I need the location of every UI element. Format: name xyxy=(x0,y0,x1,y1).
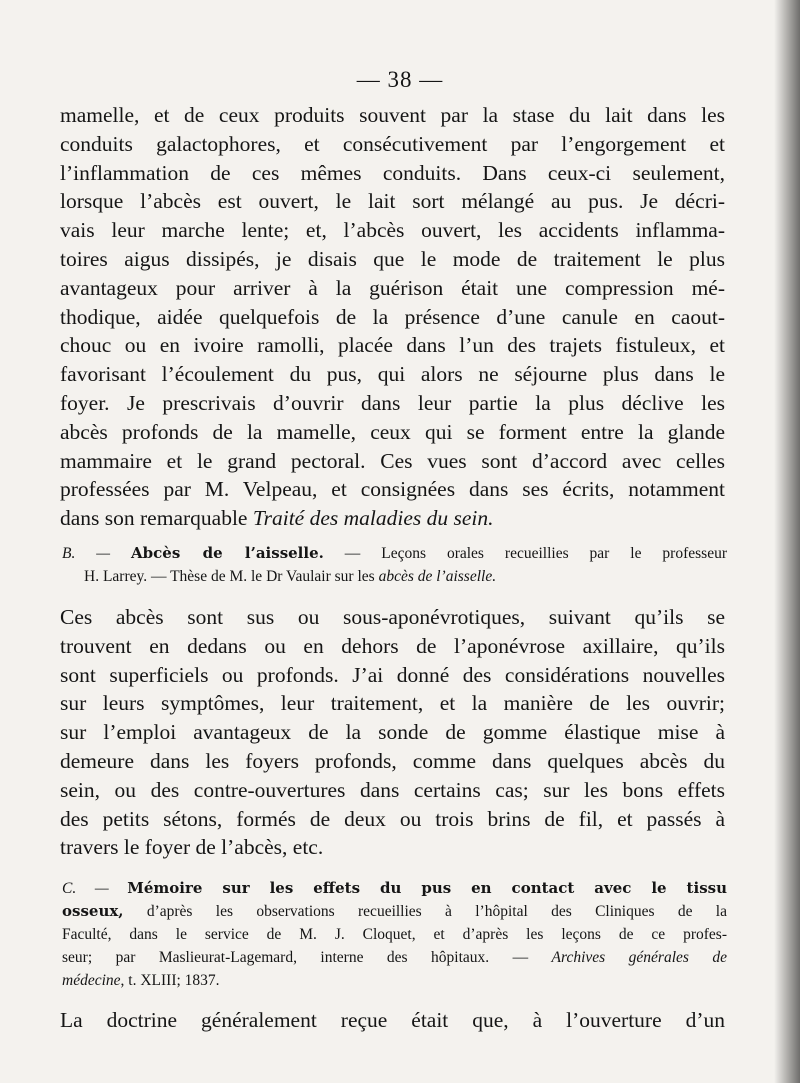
paragraph-2-text xyxy=(60,603,725,862)
paragraph-2-line-1: Ces abcès sont sus ou sous-aponévrotiques, suivant qu’ils se xyxy=(60,605,725,629)
paragraph-1-line-7: avantageux pour arriver à la guérison était une compression mé- xyxy=(60,275,725,300)
paragraph-2-line-8: des petits sétons, formés de deux ou trois brins de fil, et passés à xyxy=(60,806,725,831)
note-c-italic-2: médecine xyxy=(62,972,121,989)
note-b-text-1: — Leçons orales recueillies par le professeur xyxy=(323,545,727,562)
note-b-line-2 xyxy=(62,565,727,588)
paragraph-1-line-10: favorisant l’écoulement du pus, qui alors ne séjourne plus dans le xyxy=(60,362,725,387)
note-b xyxy=(62,542,727,588)
paragraph-1-line-2: conduits galactophores, et consécutivement par l’engorgement et xyxy=(60,131,725,156)
paragraph-1-line-3: l’inflammation de ces mêmes conduits. Dans ceux-ci seulement, xyxy=(60,160,725,185)
paragraph-1-line-5: vais leur marche lente; et, l’abcès ouvert, les accidents inflamma- xyxy=(60,218,725,243)
paragraph-1-line-6: toires aigus dissipés, je disais que le mode de traitement le plus xyxy=(60,246,725,271)
note-b-line-1 xyxy=(62,542,727,565)
paragraph-1-line-14: professées par M. Velpeau, et consignées dans ses écrits, notamment xyxy=(60,477,725,502)
note-c-title-1: Mémoire sur les effets du pus en contact avec le tissu xyxy=(127,879,727,897)
paragraph-2 xyxy=(60,603,725,862)
paragraph-1-line-8: thodique, aidée quelquefois de la présence d’une canule en caout- xyxy=(60,304,725,329)
note-b-label: B. — xyxy=(62,545,132,562)
note-c-label: C. — xyxy=(62,880,128,897)
paragraph-1-text xyxy=(60,101,725,533)
paragraph-2-line-9: travers le foyer de l’abcès, etc. xyxy=(60,835,324,860)
page-number: — 38 — xyxy=(356,67,444,92)
paragraph-3 xyxy=(60,1006,725,1035)
note-c-title-2: osseux, xyxy=(62,902,124,920)
paragraph-2-line-3: sont superficiels ou profonds. J’ai donné des considérations nouvelles xyxy=(60,662,725,687)
note-c-line-4 xyxy=(62,946,727,969)
paragraph-2-line-7: sein, ou des contre-ouvertures dans certains cas; sur les bons effets xyxy=(60,777,725,802)
paragraph-1-line-13: mammaire et le grand pectoral. Ces vues sont d’accord avec celles xyxy=(60,448,725,473)
note-b-text-2: H. Larrey. — Thèse de M. le Dr Vaulair sur les xyxy=(84,568,379,585)
paragraph-2-line-5: sur l’emploi avantageux de la sonde de gomme élastique mise à xyxy=(60,720,725,745)
paragraph-1-last-text: dans son remarquable xyxy=(60,506,253,531)
paragraph-2-line-6: demeure dans les foyers profonds, comme dans quelques abcès du xyxy=(60,748,725,773)
note-b-italic: abcès de l’aisselle. xyxy=(378,568,497,585)
paragraph-3-line-1: La doctrine généralement reçue était que, à l’ouverture d’un xyxy=(60,1008,725,1032)
note-c-text-3: Faculté, dans le service de M. J. Cloquet, et d’après les leçons de ce profes- xyxy=(62,926,727,943)
paragraph-1-line-4: lorsque l’abcès est ouvert, le lait sort mélangé au pus. Je décri- xyxy=(60,189,725,214)
paragraph-1-line-11: foyer. Je prescrivais d’ouvrir dans leur partie la plus déclive les xyxy=(60,390,725,415)
note-c-line-2 xyxy=(62,900,727,923)
note-c-line-5 xyxy=(62,969,727,992)
note-c-text-4: seur; par Maslieurat-Lagemard, interne des hôpitaux. — xyxy=(62,949,552,966)
note-b-title: Abcès de l’aisselle. xyxy=(131,544,324,562)
note-c-italic-1: Archives générales de xyxy=(551,949,727,966)
note-c-line-3 xyxy=(62,923,727,946)
paragraph-1-line-1: mamelle, et de ceux produits souvent par la stase du lait dans les xyxy=(60,103,725,127)
note-c xyxy=(62,877,727,992)
paragraph-1-line-12: abcès profonds de la mamelle, ceux qui se forment entre la glande xyxy=(60,419,725,444)
note-c-line-1 xyxy=(62,877,727,900)
paragraph-1-line-9: chouc ou en ivoire ramolli, placée dans l’un des trajets fistuleux, et xyxy=(60,333,725,358)
book-title-italic: Traité des maladies du sein. xyxy=(252,506,494,531)
paragraph-2-line-4: sur leurs symptômes, leur traitement, et la manière de les ouvrir; xyxy=(60,691,725,716)
paragraph-2-line-2: trouvent en dedans ou en dehors de l’aponévrose axillaire, qu’ils xyxy=(60,633,725,658)
note-c-text-5: , t. XLIII; 1837. xyxy=(120,972,220,989)
page-edge-shadow xyxy=(774,0,800,1083)
note-c-text-2: d’après les observations recueillies à l’hôpital des Cliniques de la xyxy=(123,903,727,920)
paragraph-1 xyxy=(60,101,725,533)
paragraph-1-line-last xyxy=(60,504,725,533)
